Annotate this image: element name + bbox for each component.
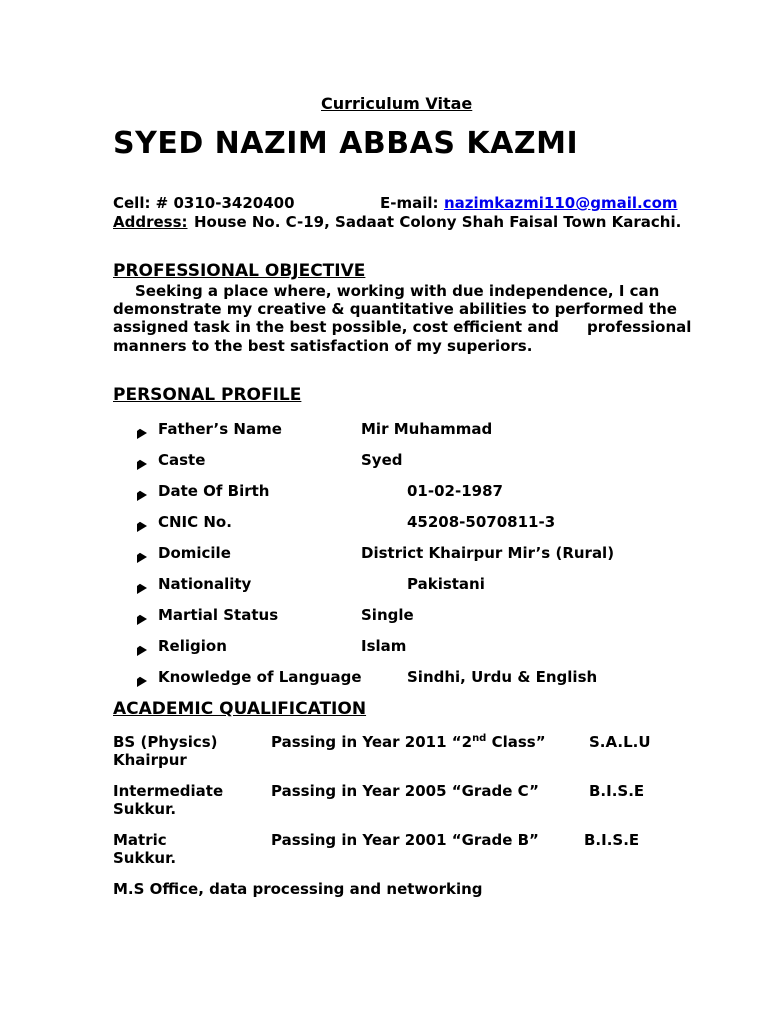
profile-value: Pakistani <box>407 575 485 593</box>
profile-label: Religion <box>158 637 227 655</box>
profile-label: Father’s Name <box>158 420 282 438</box>
academic-degree: Intermediate <box>113 782 224 800</box>
profile-label: Caste <box>158 451 206 469</box>
objective-line-2: demonstrate my creative & quantitative abilities to performed the <box>113 300 677 318</box>
candidate-name: SYED NAZIM ABBAS KAZMI <box>113 126 579 161</box>
profile-label: Martial Status <box>158 606 279 624</box>
objective-line-4: manners to the best satisfaction of my superiors. <box>113 337 533 355</box>
skills-line: M.S Office, data processing and networking <box>113 880 483 898</box>
academic-passing: Passing in Year 2001 “Grade B” <box>271 831 539 849</box>
email-link[interactable]: nazimkazmi110@gmail.com <box>444 194 678 212</box>
profile-label: Nationality <box>158 575 252 593</box>
academic-board: B.I.S.E <box>584 831 640 849</box>
arrow-bullet-icon <box>137 515 149 527</box>
arrow-bullet-icon <box>137 546 149 558</box>
arrow-bullet-icon <box>137 484 149 496</box>
academic-city: Sukkur. <box>113 800 177 818</box>
profile-value: District Khairpur Mir’s (Rural) <box>361 544 615 562</box>
objective-line-3-end: professional <box>587 318 692 336</box>
objective-heading: PROFESSIONAL OBJECTIVE <box>113 261 366 281</box>
profile-value: Syed <box>361 451 403 469</box>
academic-passing: Passing in Year 2011 “2nd Class” <box>271 733 546 751</box>
academic-board: B.I.S.E <box>589 782 645 800</box>
profile-value: 45208-5070811-3 <box>407 513 556 531</box>
arrow-bullet-icon <box>137 639 149 651</box>
academic-passing: Passing in Year 2005 “Grade C” <box>271 782 540 800</box>
email-label: E-mail: <box>380 194 439 212</box>
arrow-bullet-icon <box>137 453 149 465</box>
document-title: Curriculum Vitae <box>321 94 473 113</box>
profile-label: CNIC No. <box>158 513 232 531</box>
academic-city: Khairpur <box>113 751 187 769</box>
objective-line-1: Seeking a place where, working with due independence, I can <box>135 282 660 300</box>
academic-city: Sukkur. <box>113 849 177 867</box>
academic-board: S.A.L.U <box>589 733 651 751</box>
arrow-bullet-icon <box>137 670 149 682</box>
profile-value: Sindhi, Urdu & English <box>407 668 598 686</box>
address-label: Address: <box>113 213 188 231</box>
profile-value: Islam <box>361 637 407 655</box>
profile-value: Single <box>361 606 414 624</box>
academic-heading: ACADEMIC QUALIFICATION <box>113 699 367 719</box>
profile-value: Mir Muhammad <box>361 420 493 438</box>
profile-heading: PERSONAL PROFILE <box>113 385 302 405</box>
profile-label: Date Of Birth <box>158 482 270 500</box>
arrow-bullet-icon <box>137 577 149 589</box>
profile-label: Knowledge of Language <box>158 668 362 686</box>
profile-label: Domicile <box>158 544 231 562</box>
address-text: House No. C-19, Sadaat Colony Shah Faisal Town Karachi. <box>194 213 682 231</box>
profile-value: 01-02-1987 <box>407 482 503 500</box>
arrow-bullet-icon <box>137 608 149 620</box>
academic-degree: Matric <box>113 831 167 849</box>
academic-degree: BS (Physics) <box>113 733 218 751</box>
arrow-bullet-icon <box>137 422 149 434</box>
objective-line-3: assigned task in the best possible, cost efficient and <box>113 318 559 336</box>
cell-number: Cell: # 0310-3420400 <box>113 194 295 212</box>
